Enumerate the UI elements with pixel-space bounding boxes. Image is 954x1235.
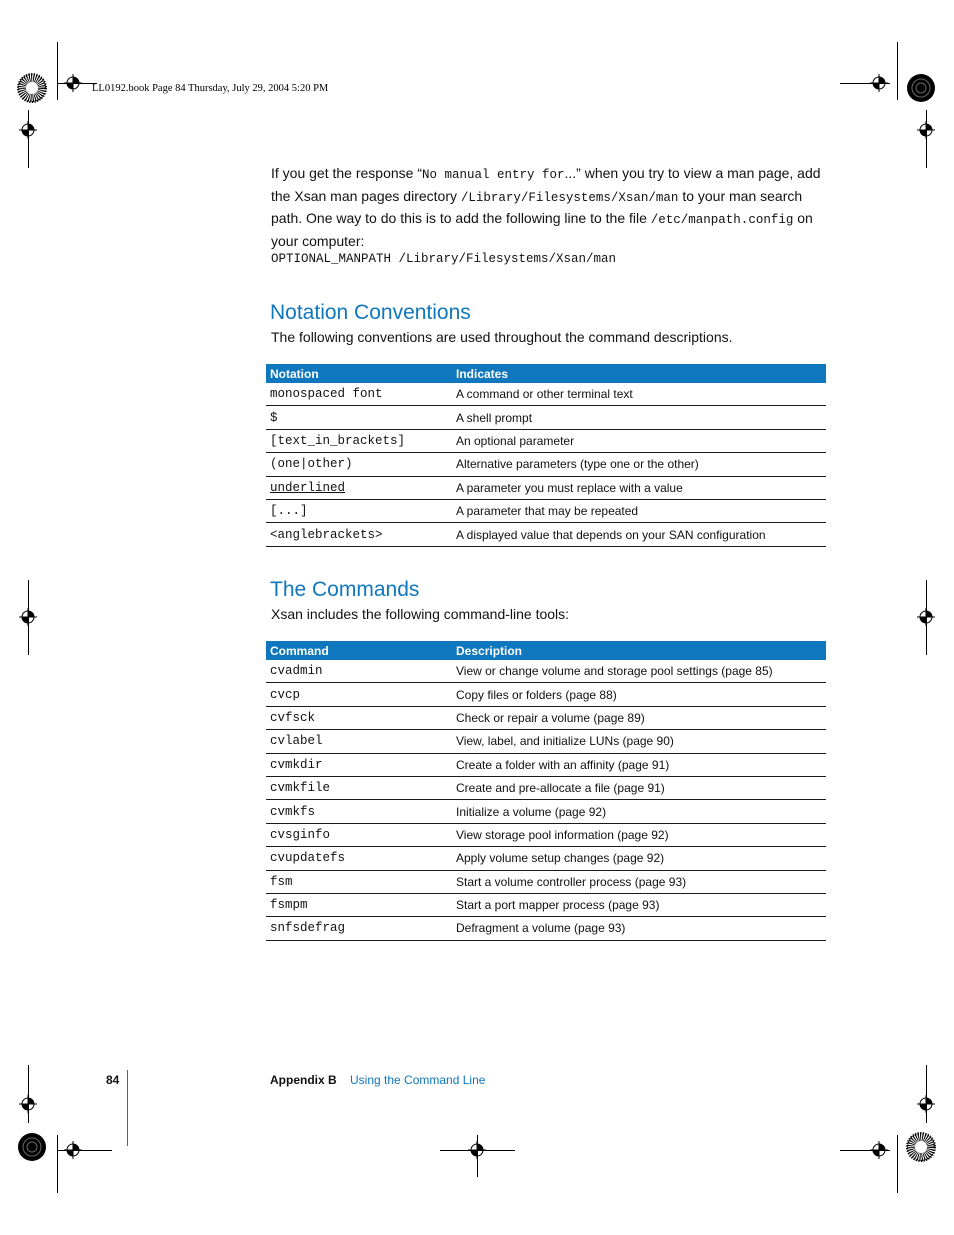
notation-cell: $ — [266, 406, 452, 429]
description-cell: View storage pool information (page 92) — [452, 823, 826, 846]
table-row — [266, 776, 826, 799]
registration-target-icon — [917, 1095, 935, 1113]
description-cell: Create and pre-allocate a file (page 91) — [452, 776, 826, 799]
table-row — [266, 523, 826, 546]
command-cell: cvmkfile — [266, 776, 452, 799]
indicates-cell: An optional parameter — [452, 429, 826, 452]
table-header-row — [266, 641, 826, 660]
description-cell: Start a volume controller process (page 93) — [452, 870, 826, 893]
table-row — [266, 730, 826, 753]
table-row — [266, 917, 826, 940]
commands-heading: The Commands — [270, 578, 420, 601]
table-row — [266, 683, 826, 706]
registration-sunburst-icon — [906, 1132, 936, 1162]
command-cell: cvlabel — [266, 730, 452, 753]
description-cell: View or change volume and storage pool settings (page 85) — [452, 660, 826, 683]
description-cell: Defragment a volume (page 93) — [452, 917, 826, 940]
notation-cell: monospaced font — [266, 383, 452, 406]
registration-target-icon — [870, 74, 888, 92]
column-header: Notation — [266, 364, 452, 383]
command-cell: cvfsck — [266, 706, 452, 729]
command-cell: cvmkdir — [266, 753, 452, 776]
registration-target-icon — [19, 1095, 37, 1113]
inline-code: /Library/Filesystems/Xsan/man — [460, 190, 679, 205]
intro-paragraph — [271, 163, 826, 251]
folio-rule — [127, 1070, 128, 1146]
command-cell: snfsdefrag — [266, 917, 452, 940]
notation-cell: <anglebrackets> — [266, 523, 452, 546]
indicates-cell: A shell prompt — [452, 406, 826, 429]
registration-sunburst-icon — [906, 73, 936, 103]
table-row — [266, 893, 826, 916]
table-row — [266, 660, 826, 683]
print-info: LL0192.book Page 84 Thursday, July 29, 2004 5:20 PM — [92, 83, 329, 94]
table-row — [266, 453, 826, 476]
registration-target-icon — [468, 1141, 486, 1159]
description-cell: Apply volume setup changes (page 92) — [452, 847, 826, 870]
indicates-cell: A parameter that may be repeated — [452, 499, 826, 522]
notation-table — [266, 364, 826, 547]
table-row — [266, 800, 826, 823]
table-row — [266, 706, 826, 729]
inline-code: No manual entry for — [421, 168, 565, 182]
command-cell: cvsginfo — [266, 823, 452, 846]
intro-text: ...” when you try to view a man page, add the Xsan man pages directory — [271, 165, 821, 204]
notation-cell: underlined — [266, 476, 452, 499]
registration-sunburst-icon — [17, 1132, 47, 1162]
indicates-cell: A parameter you must replace with a value — [452, 476, 826, 499]
appendix-label: Appendix B — [270, 1073, 337, 1087]
table-row — [266, 823, 826, 846]
description-cell: Check or repair a volume (page 89) — [452, 706, 826, 729]
table-row — [266, 476, 826, 499]
command-cell: cvmkfs — [266, 800, 452, 823]
table-row — [266, 753, 826, 776]
command-cell: cvcp — [266, 683, 452, 706]
registration-target-icon — [19, 608, 37, 626]
command-cell: cvupdatefs — [266, 847, 452, 870]
table-row — [266, 429, 826, 452]
table-row — [266, 870, 826, 893]
code-line: OPTIONAL_MANPATH /Library/Filesystems/Xsan/man — [271, 252, 617, 266]
description-cell: Create a folder with an affinity (page 91) — [452, 753, 826, 776]
notation-cell: [text_in_brackets] — [266, 429, 452, 452]
running-footer — [270, 1073, 485, 1087]
notation-heading: Notation Conventions — [270, 301, 471, 324]
commands-table — [266, 641, 826, 941]
registration-sunburst-icon — [17, 73, 47, 103]
registration-target-icon — [19, 121, 37, 139]
indicates-cell: A displayed value that depends on your SAN configuration — [452, 523, 826, 546]
registration-target-icon — [870, 1141, 888, 1159]
table-row — [266, 499, 826, 522]
registration-target-icon — [917, 121, 935, 139]
column-header: Indicates — [452, 364, 826, 383]
table-header-row — [266, 364, 826, 383]
command-cell: cvadmin — [266, 660, 452, 683]
commands-lead: Xsan includes the following command-line tools: — [271, 606, 570, 622]
description-cell: View, label, and initialize LUNs (page 90) — [452, 730, 826, 753]
notation-lead: The following conventions are used throughout the command descriptions. — [271, 329, 733, 345]
description-cell: Start a port mapper process (page 93) — [452, 893, 826, 916]
column-header: Command — [266, 641, 452, 660]
chapter-title: Using the Command Line — [350, 1073, 486, 1087]
indicates-cell: Alternative parameters (type one or the other) — [452, 453, 826, 476]
inline-code: /etc/manpath.config — [650, 213, 794, 227]
notation-cell: [...] — [266, 499, 452, 522]
table-row — [266, 406, 826, 429]
intro-text: on your computer: — [271, 210, 813, 249]
registration-target-icon — [917, 608, 935, 626]
indicates-cell: A command or other terminal text — [452, 383, 826, 406]
description-cell: Initialize a volume (page 92) — [452, 800, 826, 823]
table-row — [266, 847, 826, 870]
command-cell: fsm — [266, 870, 452, 893]
registration-target-icon — [64, 74, 82, 92]
registration-target-icon — [64, 1141, 82, 1159]
column-header: Description — [452, 641, 826, 660]
intro-text: If you get the response “ — [271, 165, 422, 181]
intro-text: to your man search path. One way to do this is to add the following line to the file — [271, 187, 803, 226]
command-cell: fsmpm — [266, 893, 452, 916]
description-cell: Copy files or folders (page 88) — [452, 683, 826, 706]
table-row — [266, 383, 826, 406]
notation-cell: (one|other) — [266, 453, 452, 476]
page-number: 84 — [106, 1073, 120, 1087]
